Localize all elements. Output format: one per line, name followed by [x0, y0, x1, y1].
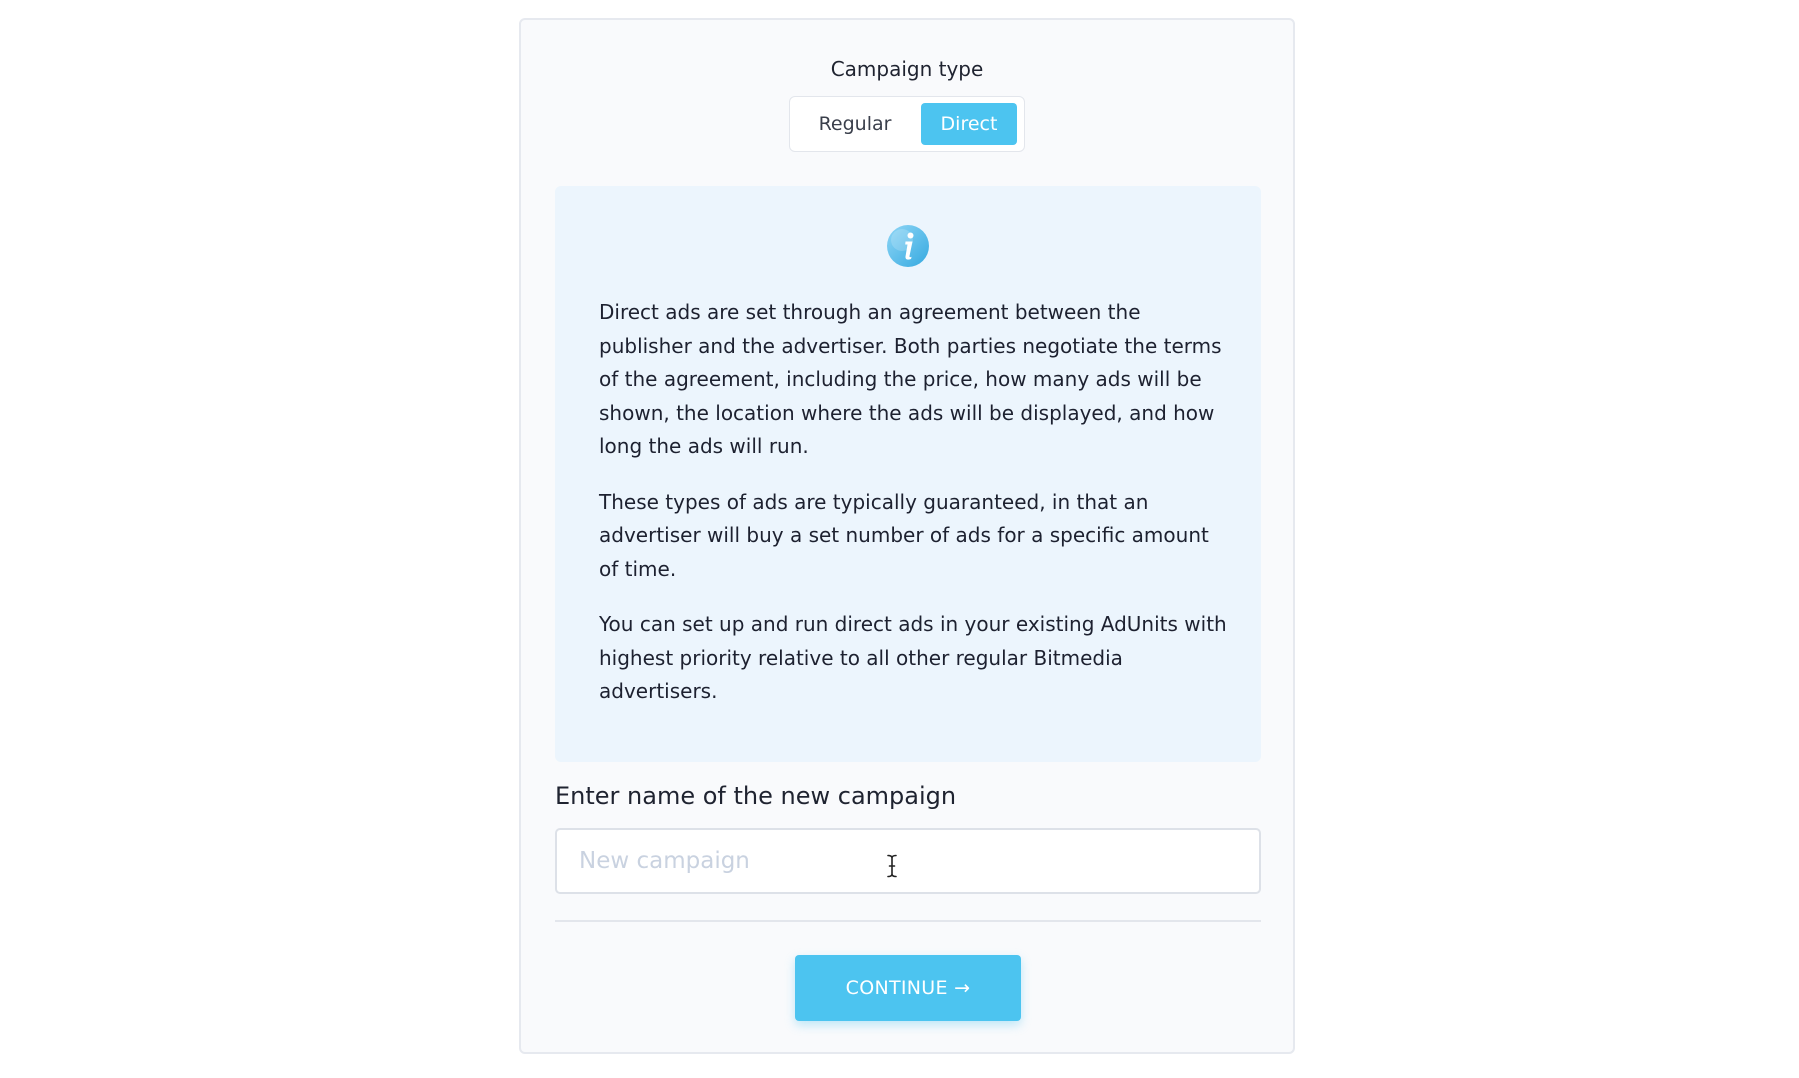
info-paragraph: Direct ads are set through an agreement between the publisher and the advertiser. Both parties negotiate the terms of the agreement, including the price, how many ads will be shown, the location where the ads will be displayed, and how long the ads will run.: [599, 300, 1222, 458]
text-cursor-icon: [885, 854, 899, 878]
campaign-type-label: Campaign type: [830, 57, 984, 81]
campaign-type-direct-button[interactable]: Direct: [921, 103, 1017, 145]
campaign-type-regular-button[interactable]: Regular: [818, 113, 892, 135]
campaign-name-label: Enter name of the new campaign: [555, 782, 957, 810]
info-paragraph: These types of ads are typically guaranteed, in that an advertiser will buy a set number of ads for a specific amount of time.: [599, 489, 1209, 581]
divider: [555, 920, 1261, 922]
continue-button[interactable]: CONTINUE →: [795, 955, 1021, 1021]
info-icon: [886, 224, 930, 268]
campaign-name-input[interactable]: [555, 828, 1261, 894]
new-campaign-card: [519, 18, 1295, 1054]
campaign-type-info-box: [555, 186, 1261, 762]
campaign-type-description: [599, 296, 1229, 731]
campaign-type-toggle: [789, 96, 1025, 152]
info-paragraph: You can set up and run direct ads in your existing AdUnits with highest priority relative to all other regular Bitmedia advertisers.: [599, 612, 1227, 703]
